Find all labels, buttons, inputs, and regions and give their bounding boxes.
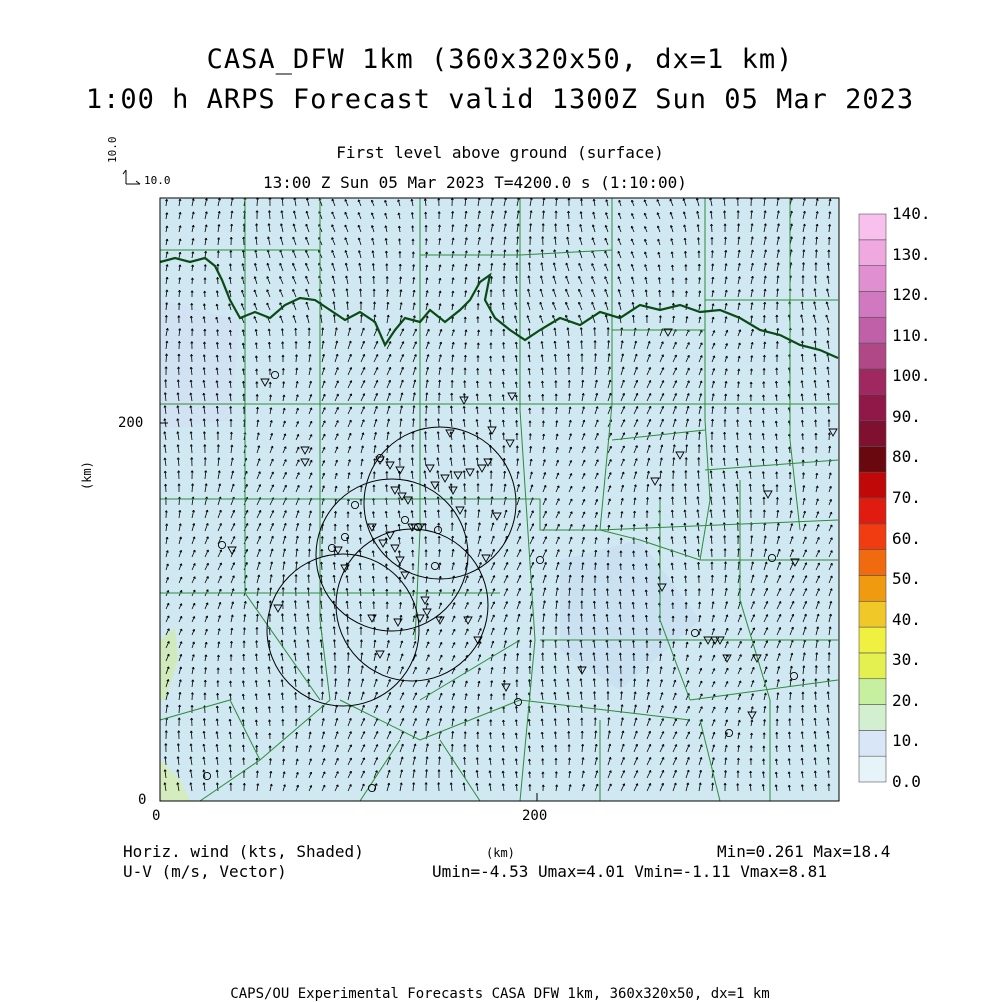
wind-vector-head [619, 200, 620, 202]
wind-vector-head [514, 316, 515, 318]
y-tick-200: 200 [118, 415, 143, 431]
uv-min-max-stats: Umin=-4.53 Umax=4.01 Vmin=-1.11 Vmax=8.81 [432, 862, 827, 881]
wind-vector-head [605, 213, 606, 215]
wind-vector-head [644, 252, 645, 254]
wind-vector-head [605, 302, 606, 304]
wind-vector-head [670, 225, 671, 227]
wind-vector-head [618, 277, 619, 279]
wind-vector-head [293, 224, 294, 226]
x-axis-label: (km) [486, 846, 515, 860]
reference-vector-vertical-label: 10.0 [106, 137, 119, 164]
reference-vector-icon [123, 170, 140, 184]
wind-vector-head [540, 289, 541, 291]
wind-vector-head [527, 302, 528, 304]
footer-credit: CAPS/OU Experimental Forecasts CASA DFW 1km, 360x320x50, dx=1 km [0, 986, 1000, 1002]
wind-vector-head [592, 225, 593, 227]
wind-vector-head [267, 263, 268, 265]
y-tick-0: 0 [138, 792, 146, 808]
title-line-2: 1:00 h ARPS Forecast valid 1300Z Sun 05 Mar 2023 [0, 84, 1000, 115]
wind-vector-head [658, 239, 659, 241]
wind-vector-head [385, 213, 386, 215]
wind-vector-head [371, 225, 372, 227]
wind-vector-head [683, 212, 684, 214]
map-panel [160, 198, 839, 802]
field-description-vector: U-V (m/s, Vector) [123, 862, 287, 881]
title-line-1: CASA_DFW 1km (360x320x50, dx=1 km) [0, 44, 1000, 75]
wind-vector-head [553, 276, 554, 278]
reference-vector-label: 10.0 [144, 174, 171, 187]
y-axis-label: (km) [80, 461, 94, 490]
level-label: First level above ground (surface) [0, 143, 1000, 162]
min-max-stats: Min=0.261 Max=18.4 [717, 842, 890, 861]
wind-vector-head [358, 238, 359, 240]
x-tick-0: 0 [152, 808, 160, 824]
wind-vector-head [306, 302, 307, 304]
wind-shading-patch [160, 300, 240, 430]
field-description-shaded: Horiz. wind (kts, Shaded) [123, 842, 364, 861]
wind-vector-head [280, 237, 281, 239]
wind-vector-head [645, 265, 646, 267]
wind-vector-head [385, 200, 386, 202]
wind-vector-head [254, 277, 255, 279]
wind-vector-head [566, 263, 567, 265]
wind-vector-head [306, 211, 307, 213]
x-tick-200: 200 [522, 808, 547, 824]
wind-vector-head [618, 289, 619, 291]
valid-time-label: 13:00 Z Sun 05 Mar 2023 T=4200.0 s (1:10:00) [263, 173, 687, 192]
wind-vector-head [229, 304, 230, 306]
